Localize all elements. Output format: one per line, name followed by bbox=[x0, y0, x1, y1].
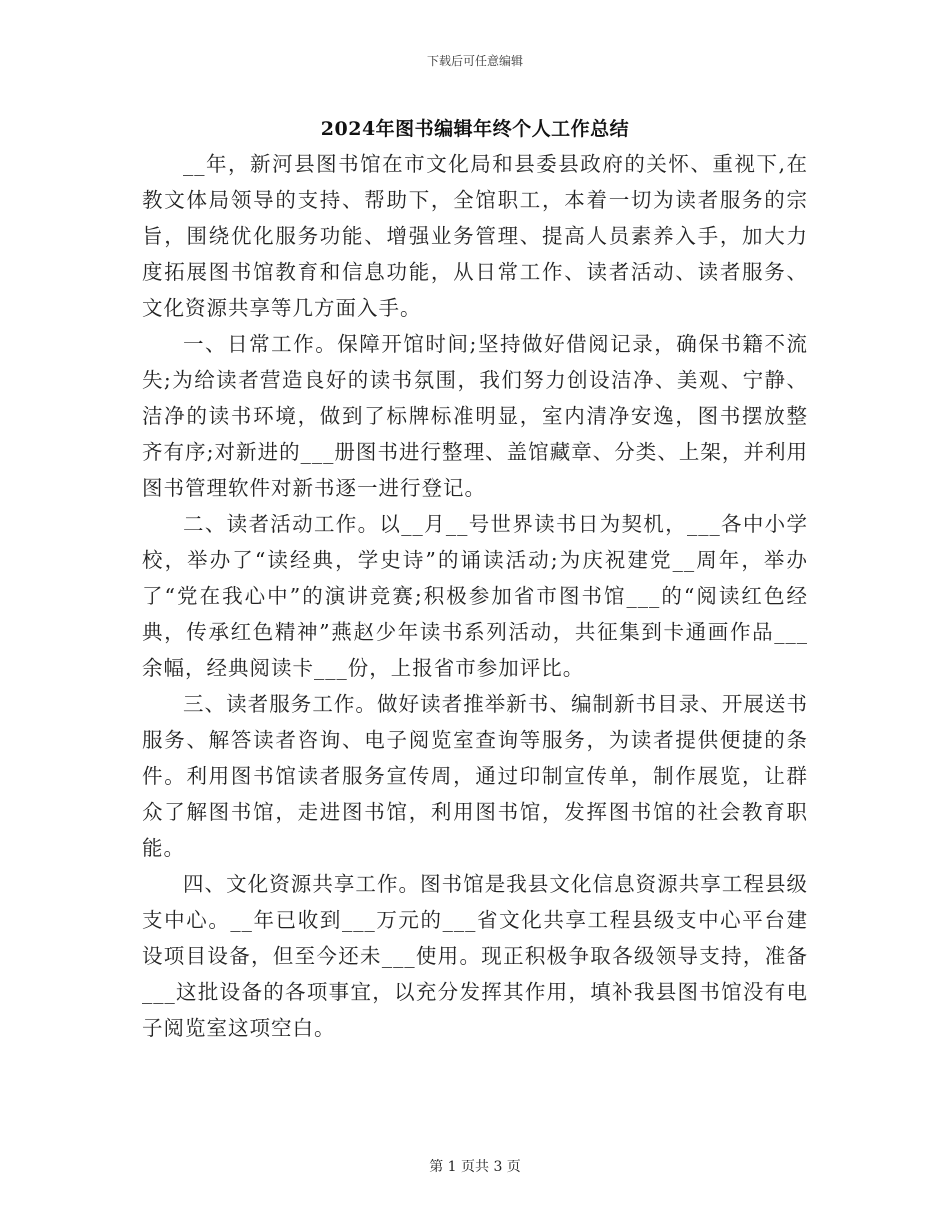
paragraph-daily-work: 一、日常工作。保障开馆时间;坚持做好借阅记录，确保书籍不流失;为给读者营造良好的读书氛围，我们努力创设洁净、美观、宁静、洁净的读书环境，做到了标牌标准明显，室内清净安逸，图书摆放整齐有序;对新进的___册图书进行整理、盖馆藏章、分类、上架，并利用图书管理软件对新书逐一进行登记。 bbox=[142, 332, 808, 500]
document-body bbox=[142, 146, 808, 1046]
paragraph-resource-sharing: 四、文化资源共享工作。图书馆是我县文化信息资源共享工程县级支中心。__年已收到___万元的___省文化共享工程县级支中心平台建设项目设备，但至今还未___使用。现正积极争取各级领导支持，准备___这批设备的各项事宜，以充分发挥其作用，填补我县图书馆没有电子阅览室这项空白。 bbox=[142, 872, 808, 1040]
paragraph-reader-activities: 二、读者活动工作。以__月__号世界读书日为契机，___各中小学校，举办了“读经典，学史诗”的诵读活动;为庆祝建党__周年，举办了“党在我心中”的演讲竞赛;积极参加省市图书馆___的“阅读红色经典，传承红色精神”燕赵少年读书系列活动，共征集到卡通画作品___余幅，经典阅读卡___份，上报省市参加评比。 bbox=[142, 512, 808, 680]
page-header: 下载后可任意编辑 bbox=[426, 54, 523, 68]
paragraph-reader-services: 三、读者服务工作。做好读者推举新书、编制新书目录、开展送书服务、解答读者咨询、电子阅览室查询等服务，为读者提供便捷的条件。利用图书馆读者服务宣传周，通过印制宣传单，制作展览，让群众了解图书馆，走进图书馆，利用图书馆，发挥图书馆的社会教育职能。 bbox=[142, 692, 808, 860]
paragraph-intro: __年，新河县图书馆在市文化局和县委县政府的关怀、重视下,在教文体局领导的支持、帮助下，全馆职工，本着一切为读者服务的宗旨，围绕优化服务功能、增强业务管理、提高人员素养入手，加大力度拓展图书馆教育和信息功能，从日常工作、读者活动、读者服务、文化资源共享等几方面入手。 bbox=[142, 152, 808, 320]
document-title: 2024年图书编辑年终个人工作总结 bbox=[320, 118, 630, 140]
page-footer: 第 1 页共 3 页 bbox=[429, 1159, 521, 1175]
